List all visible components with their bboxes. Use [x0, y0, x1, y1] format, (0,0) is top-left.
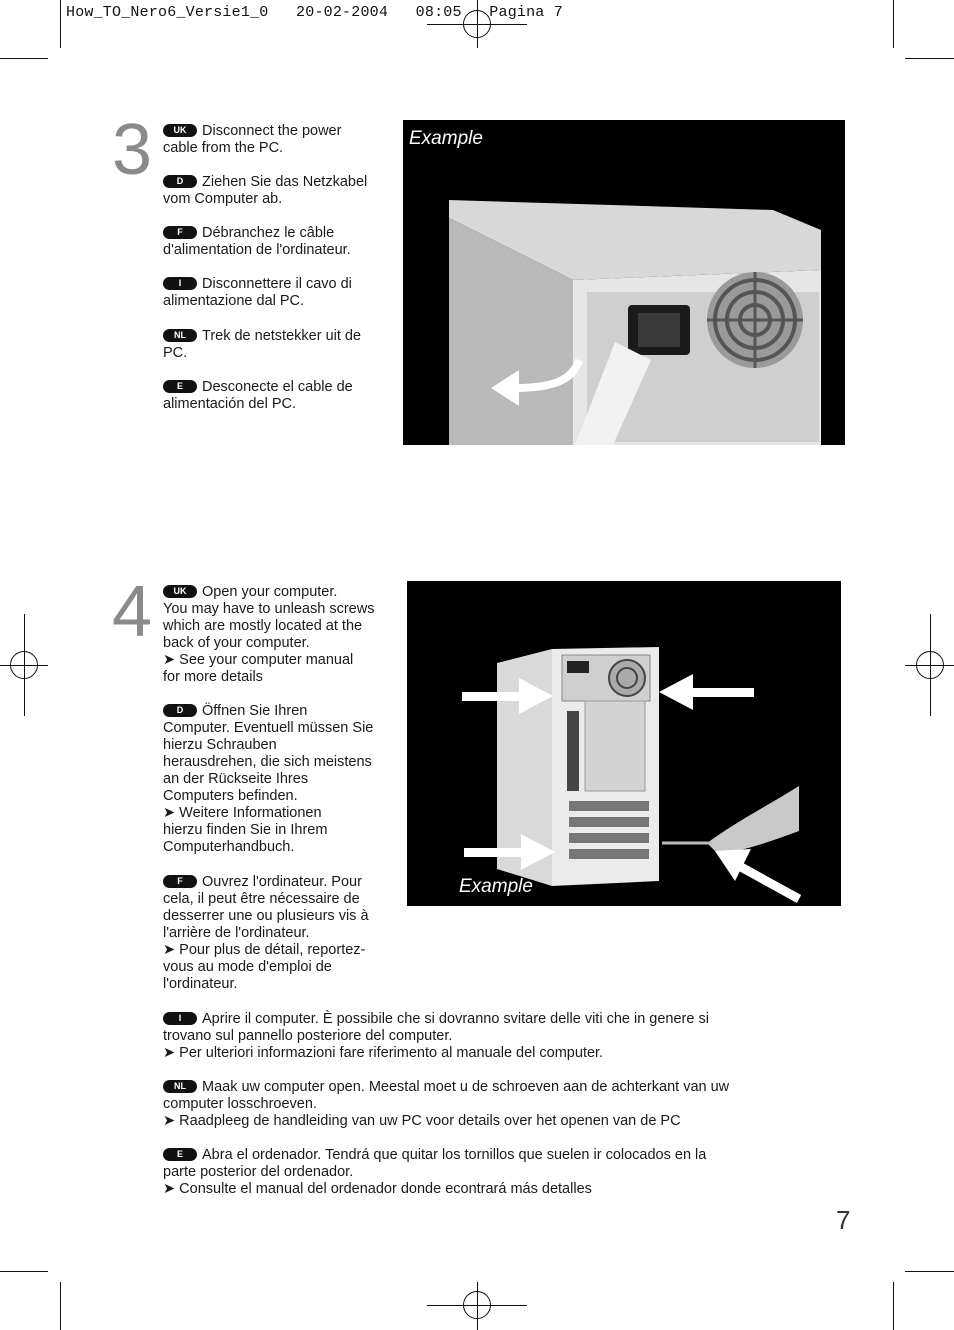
example-photo-open-computer — [407, 581, 841, 906]
step-4-number: 4 — [112, 572, 153, 652]
step-4-e-text: E Abra el ordenador. Tendrá que quitar los tornillos que suelen ir colocados en la parte posterior del ordenador. ➤ Consulte el manual del ordenador donde econtrará más detalles — [163, 1147, 707, 1197]
step-3-f-text: F Débranchez le câble d'alimentation de l'ordinateur. — [163, 225, 351, 258]
pc-tower-illustration — [407, 581, 841, 906]
step-3-nl-text: NL Trek de netstekker uit de PC. — [163, 328, 362, 361]
step-4-nl-text: NL Maak uw computer open. Meestal moet u de schroeven aan de achterkant van uw computer losschroeven. ➤ Raadpleeg de handleiding van uw PC voor details over het openen van de PC — [163, 1079, 730, 1129]
crop-mark — [0, 1271, 48, 1272]
print-header: How_TO_Nero6_Versie1_0 20-02-2004 08:05 Pagina 7 — [66, 4, 563, 21]
step-4-i-text: I Aprire il computer. È possibile che si dovranno svitare delle viti che in genere si trovano sul pannello posteriore del computer. ➤ Per ulteriori informazioni fare riferimento al manuale del computer. — [163, 1011, 709, 1061]
pc-back-illustration — [403, 120, 845, 445]
example-label: Example — [409, 128, 483, 149]
step-3-d-text: D Ziehen Sie das Netzkabel vom Computer ab. — [163, 174, 368, 207]
language-badge-uk: UK — [163, 124, 197, 137]
step-4-uk-text: UK Open your computer. You may have to unleash screws which are mostly located at the back of your computer. ➤ See your computer manual for more details — [163, 584, 375, 685]
example-photo-power-cable — [403, 120, 845, 445]
language-badge-nl: NL — [163, 329, 197, 342]
step-4-d-text: D Öffnen Sie Ihren Computer. Eventuell müssen Sie hierzu Schrauben herausdrehen, die sich meistens an der Rückseite Ihres Computers befinden. ➤ Weitere Informationen hierzu finden Sie in Ihrem Computerhandbuch. — [163, 703, 374, 855]
crop-mark — [905, 1271, 954, 1272]
language-badge-i: I — [163, 1012, 197, 1025]
language-badge-d: D — [163, 175, 197, 188]
step-3-i-text: I Disconnettere il cavo di alimentazione dal PC. — [163, 276, 352, 309]
language-badge-nl: NL — [163, 1080, 197, 1093]
crop-mark — [893, 1282, 894, 1330]
crop-mark — [60, 1282, 61, 1330]
crop-mark — [893, 0, 894, 48]
language-badge-i: I — [163, 277, 197, 290]
step-3-number: 3 — [112, 110, 153, 190]
crop-mark — [60, 0, 61, 48]
page-number: 7 — [836, 1205, 851, 1235]
crop-mark — [905, 58, 954, 59]
language-badge-f: F — [163, 226, 197, 239]
language-badge-uk: UK — [163, 585, 197, 598]
language-badge-d: D — [163, 704, 197, 717]
step-3-e-text: E Desconecte el cable de alimentación del PC. — [163, 379, 353, 412]
step-4-f-text: F Ouvrez l'ordinateur. Pour cela, il peut être nécessaire de desserrer une ou plusieurs vis à l'arrière de l'ordinateur. ➤ Pour plus de détail, reportez- vous au mode d'emploi de l'ordinateur. — [163, 874, 369, 992]
example-label: Example — [459, 876, 533, 897]
language-badge-e: E — [163, 380, 197, 393]
language-badge-e: E — [163, 1148, 197, 1161]
language-badge-f: F — [163, 875, 197, 888]
crop-mark — [0, 58, 48, 59]
step-3-uk-text: UK Disconnect the power cable from the PC. — [163, 123, 342, 156]
